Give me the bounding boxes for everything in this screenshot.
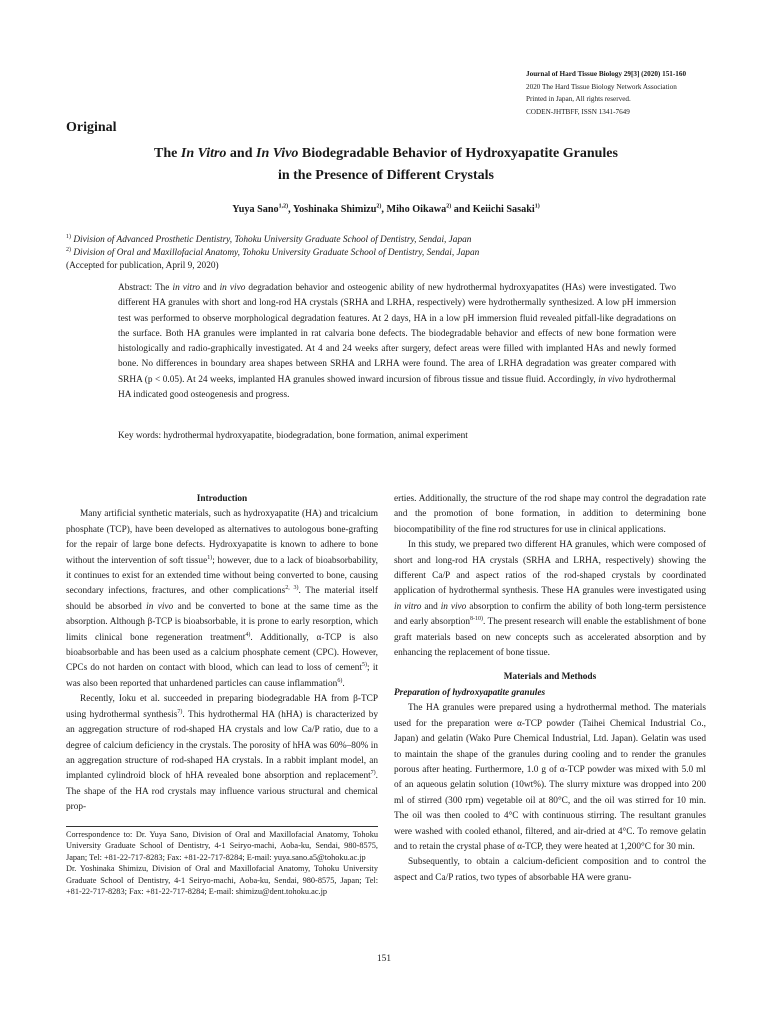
left-column: [66, 492, 378, 816]
correspondence-2: Dr. Yoshinaka Shimizu, Division of Oral and Maxillofacial Anatomy, Tohoku University Graduate School of Dentistry, 4-1 Seiryo-machi, Aoba-ku, Sendai, 980-8575, Japan; Tel: +81-22-717-8283; Fax: +81-22-717-8284; E-mail: shimizu@dent.tohoku.ac.jp: [66, 864, 378, 897]
article-title: [66, 143, 706, 187]
journal-info: [526, 68, 746, 118]
paragraph: erties. Additionally, the structure of the rod shape may control the degradation rate and the promotion of bone formation, in addition to determining bone biocompatibility of the fine rod structures for use in clinical applications.: [394, 494, 706, 535]
introduction-heading: Introduction: [196, 494, 248, 504]
author-list: Yuya Sano$^{1,2)}$, Yoshinaka Shimizu$^{2)}$, Miho Oikawa$^{2)}$ and Keiichi Sasaki$^{1)}$: [232, 203, 540, 215]
paragraph: Subsequently, to obtain a calcium-deficient composition and to control the aspect and Ca/P ratios, two types of absorbable HA were granu-: [394, 857, 706, 883]
paragraph: In this study, we prepared two different HA granules, which were composed of short and long-rod HA crystals (SRHA and LRHA, respectively) showing the different Ca/P and aspect ratios of the rod-shaped crystals by coordinated application of hydrothermal synthesis. These HA granules were investigated using in vitro and in vivo absorption to confirm the ability of both long-term persistence and early absorption$^{8-10)}$. The present research will enable the establishment of bone graft materials based on new concepts such as accelerated absorption and by enhancing the replacement of bone tissue.: [394, 540, 707, 659]
title-line-2: in the Presence of Different Crystals: [277, 168, 495, 183]
keywords: Key words: hydrothermal hydroxyapatite, biodegradation, bone formation, animal experiment: [118, 431, 468, 441]
accepted-date: (Accepted for publication, April 9, 2020): [66, 261, 219, 271]
paragraph: Recently, Ioku et al. succeeded in preparing biodegradable HA from β-TCP using hydrothermal synthesis$^{7)}$. This hydrothermal HA (hHA) is characterized by an aggregation structure of rod-shaped HA crystals and low Ca/P ratio, due to a degree of calcium deficiency in the crystals. The porosity of hHA was 60%–80% in an aggregation structure of rod-shaped HA crystals. In a rabbit implant model, an implanted cylindroid block of hHA revealed bone absorption and replacement$^{7)}$. The shape of the HA rod crystals may influence various structural and chemical prop-: [66, 694, 378, 813]
correspondence-footnote: [66, 826, 378, 897]
journal-printed: Printed in Japan, All rights reserved.: [526, 95, 631, 104]
correspondence-1: Correspondence to: Dr. Yuya Sano, Division of Oral and Maxillofacial Anatomy, Tohoku University Graduate School of Dentistry, 4-1 Seiryo-machi, Aoba-ku, Sendai, 980-8575, Japan; Tel: +81-22-717-8283; Fax: +81-22-717-8284; E-mail: yuya.sano.a5@tohoku.ac.jp: [66, 830, 378, 862]
title-line-1: The In Vitro and In Vivo Biodegradable Behavior of Hydroxyapatite Granules: [154, 146, 618, 161]
paragraph: The HA granules were prepared using a hydrothermal method. The materials used for the preparation were α-TCP powder (Taihei Chemical Industrial Co., Japan) and gelatin (Wako Pure Chemical Industrial, Ltd. Japan). Gelatin was used to maintain the shape of the granules during cooling and to render the granules porous after heating. Furthermore, 1.0 g of α-TCP powder was mixed with 5.0 ml of an aqueous gelatin solution (10wt%). The slurry mixture was dropped into 200 ml of stirred (300 rpm) vegetable oil at 80°C, and the oil was stirred for 10 min. The oil was then cooled to 4°C with continuous stirring. The resultant granules were washed with cooled ethanol, filtered, and air-dried at 4°C. To remove gelatin and to retain the crystal phase of α-TCP, they were heated at 1,200°C for 30 min.: [394, 703, 706, 852]
subsection-heading: Preparation of hydroxyapatite granules: [394, 687, 546, 698]
journal-coden: CODEN-JHTBFF, ISSN 1341-7649: [526, 107, 630, 116]
methods-heading: Materials and Methods: [503, 672, 597, 683]
affiliation-1: $^{1)}$ Division of Advanced Prosthetic Dentistry, Tohoku University Graduate School of Dentistry, Sendai, Japan: [66, 233, 472, 245]
right-column: [394, 492, 706, 886]
affiliation-2: $^{2)}$ Division of Oral and Maxillofacial Anatomy, Tohoku University Graduate School of Dentistry, Sendai, Japan: [66, 246, 480, 258]
paragraph: Many artificial synthetic materials, such as hydroxyapatite (HA) and tricalcium phosphate (TCP), have been developed as alternatives to autologous bone-grafting for the repair of large bone defects. Hydroxyapatite is known to adhere to bone without the intervention of soft tissue$^{1)}$; however, due to a lack of bioabsorbability, it continues to exist for an extended time without being converted to bone, causing secondary infections, fractures, and other complications$^{2, 3)}$. The material itself should be absorbed in vivo and be converted to bone at the same time as the absorption. Although β-TCP is bioabsorbable, it is prone to early resorption, which limits clinical bone regeneration treatment$^{4)}$. Additionally, α-TCP is also bioabsorbable and has been used as a calcium phosphate cement (CPC). However, CPCs do not harden on contact with blood, which can lead to loss of cement$^{5)}$; it was also been reported that unhardened particles can cause inflammation$^{6)}$.: [66, 509, 378, 689]
abstract: Abstract: The in vitro and in vivo degradation behavior and osteogenic ability of new hydrothermal hydroxyapatites (HAs) were investigated. Two different HA granules with short and long-rod HA crystals (SRHA and LRHA, respectively) were hydrothermally synthesized. A low pH immersion test was performed to observe morphological degradation features. At 2 days, HA in a low pH immersion fluid revealed pitfall-like degradations on the surface. Both HA granules were implanted in rat calvaria bone defects. The biodegradable behavior and effects of new bone formation were histologically and radio-graphically investigated. At 4 and 24 weeks after surgery, defect areas were filled with implanted HAs and newly formed bone. No differences in boundary area shapes between SRHA and LRHA were found. The area of LRHA degradation was greater compared with SRHA (p < 0.05). At 24 weeks, implanted HA granules showed inward incursion of fibrous tissue and tissue fluid. Accordingly, in vivo hydrothermal HA indicated good osteogenesis and progress.: [118, 283, 676, 401]
article-type: Original: [66, 120, 117, 135]
journal-name: Journal of Hard Tissue Biology 29[3] (2020) 151-160: [526, 70, 687, 78]
page-number: 151: [377, 954, 391, 964]
affiliations: [66, 234, 716, 273]
journal-copyright: 2020 The Hard Tissue Biology Network Association: [526, 82, 677, 91]
